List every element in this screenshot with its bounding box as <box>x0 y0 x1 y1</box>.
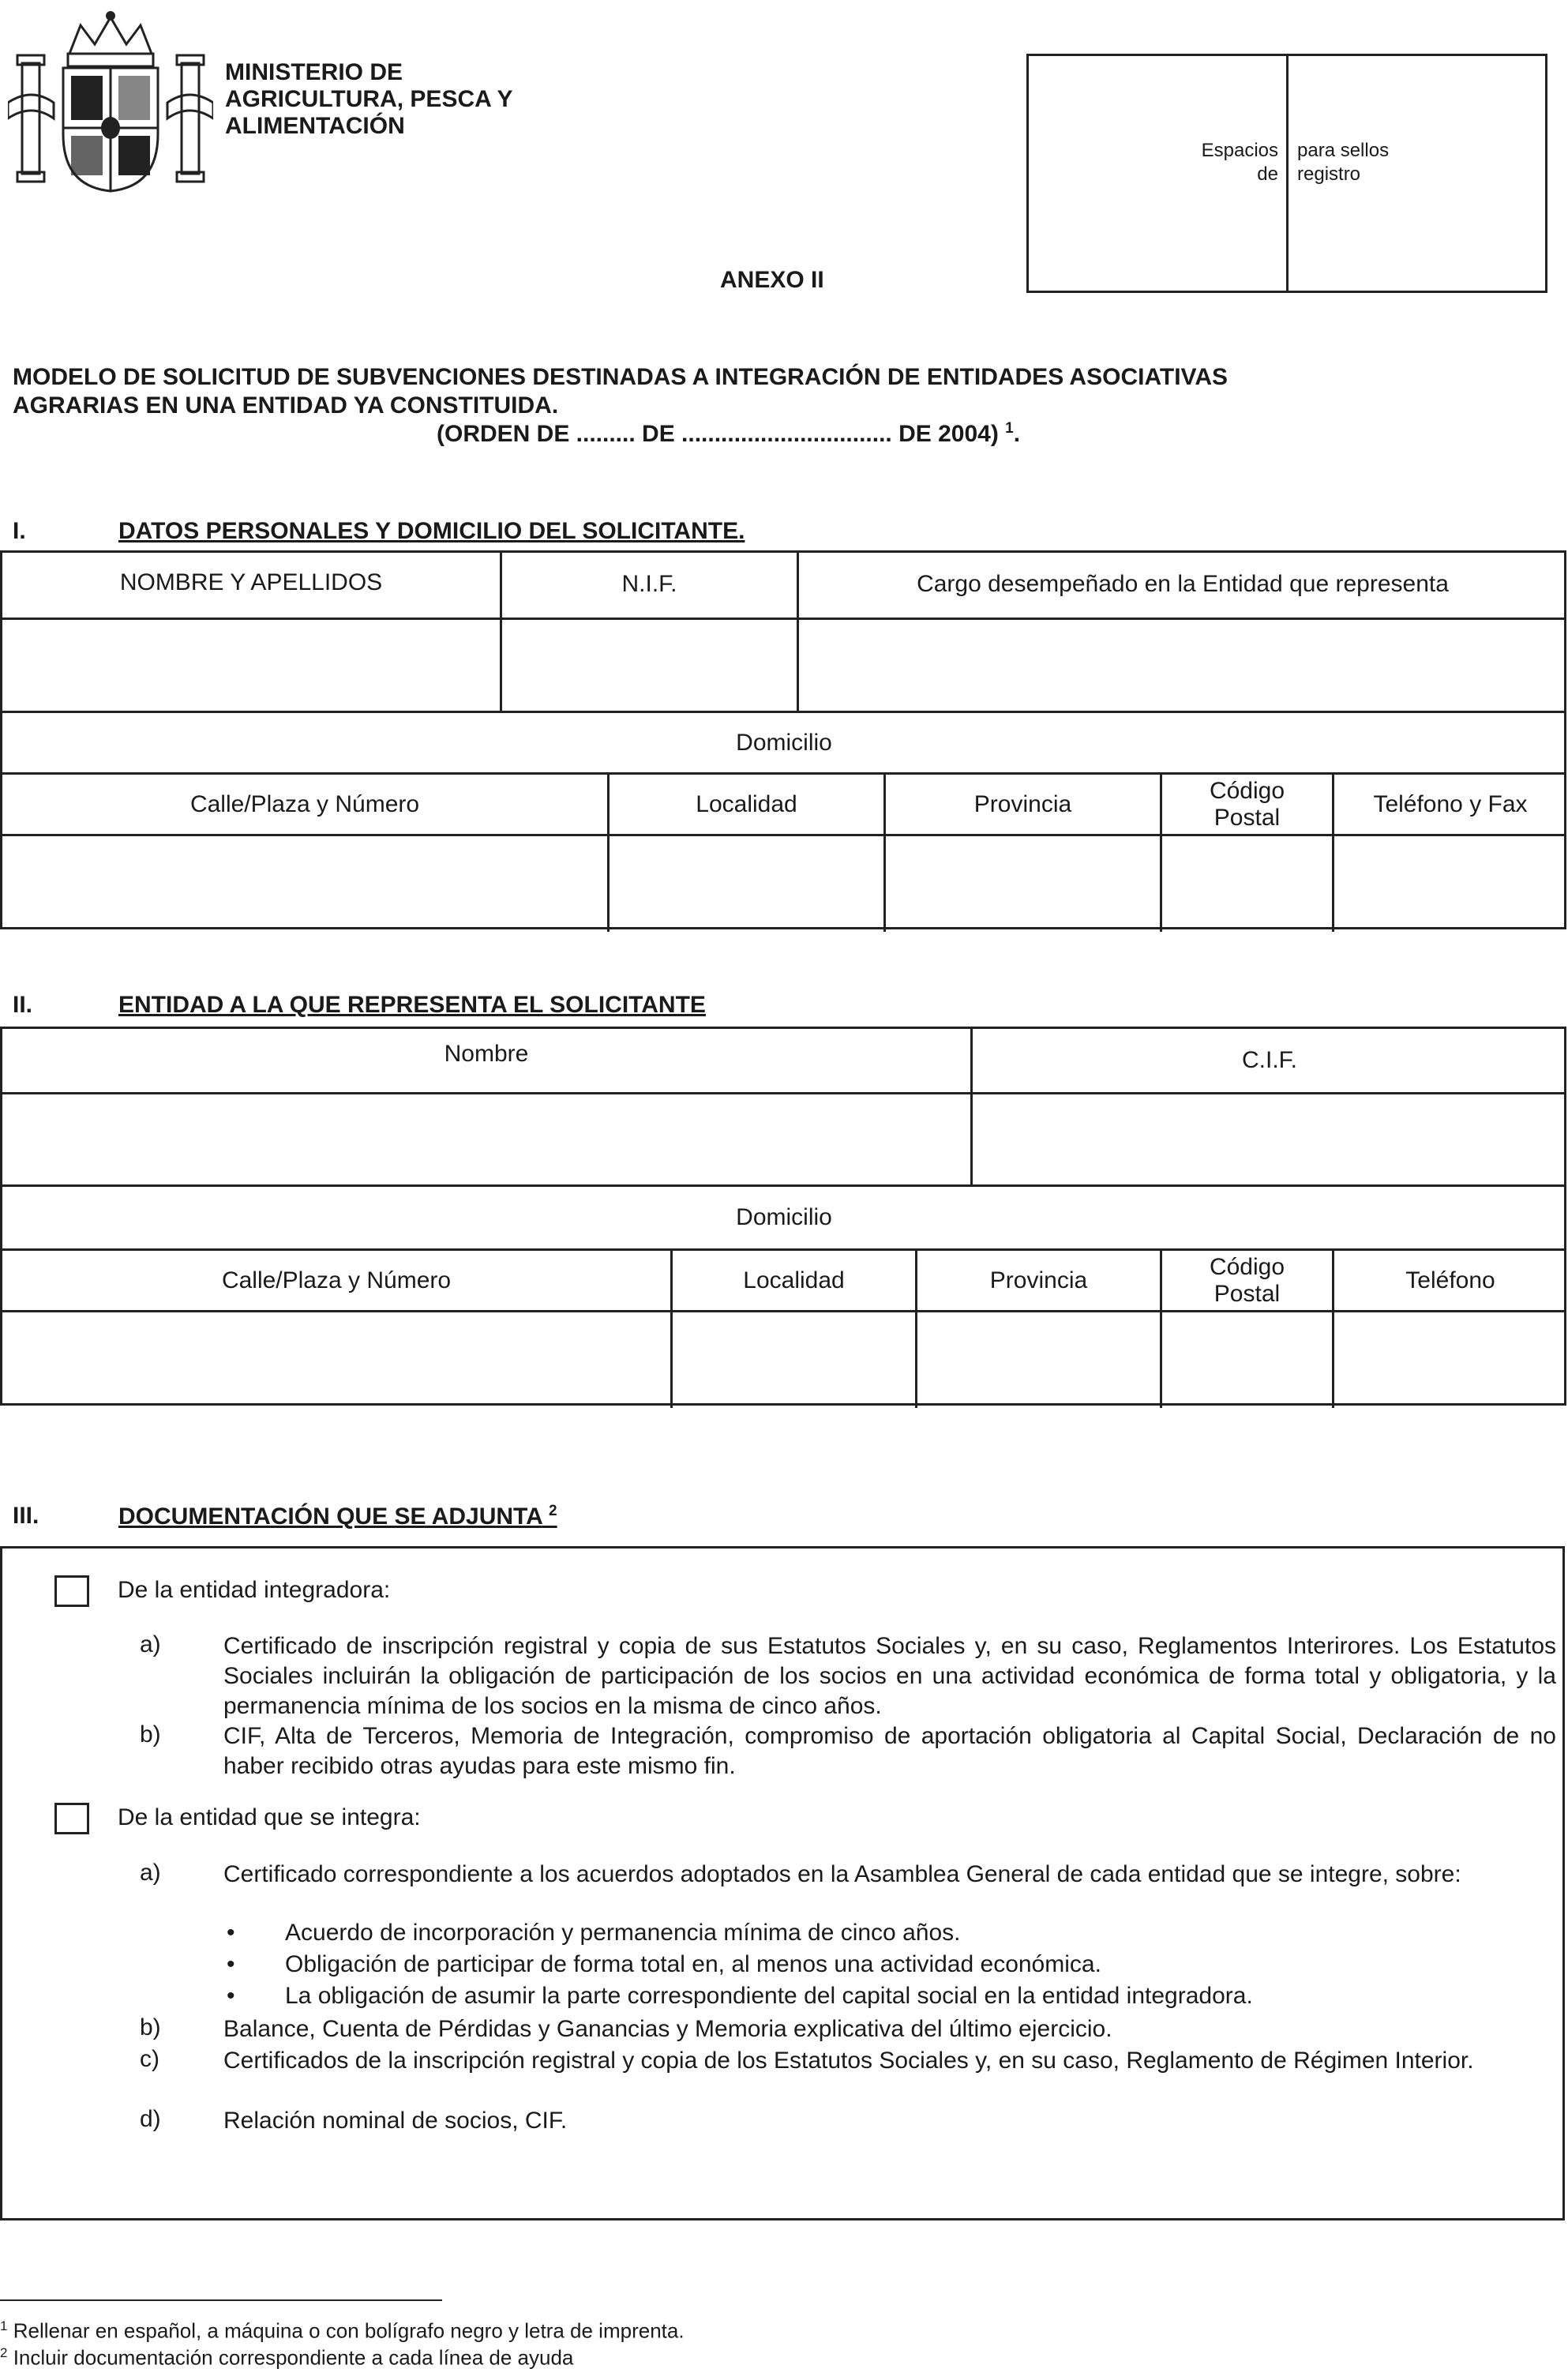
bullet-item <box>227 1951 1490 1981</box>
annex-label: ANEXO II <box>720 267 824 293</box>
item-text: Certificado correspondiente a los acuerdos adoptados en la Asamblea General de cada entidad que se integre, sobre: <box>223 1861 1461 1887</box>
col-telefono: Teléfono <box>1405 1267 1495 1293</box>
order-end: . <box>1013 421 1021 447</box>
bullet-icon: • <box>227 1983 235 2009</box>
footnote-number: 2 <box>0 2345 8 2360</box>
bullet-icon: • <box>227 1951 235 1977</box>
input-cif[interactable] <box>973 1094 1566 1184</box>
col-localidad: Localidad <box>696 790 797 817</box>
footnote-ref: 1 <box>1005 420 1014 437</box>
input-nif[interactable] <box>502 620 797 711</box>
bullet-icon: • <box>227 1920 235 1946</box>
registry-stamp-box <box>1026 54 1547 293</box>
input-calle[interactable] <box>2 836 607 929</box>
stamp-text: para sellos <box>1297 140 1390 161</box>
col-nif: N.I.F. <box>621 571 677 597</box>
section-number: III. <box>13 1503 39 1529</box>
postal-label: Postal <box>1214 1280 1281 1307</box>
entity-table <box>0 1027 1566 1406</box>
stamp-label-left <box>1202 139 1278 186</box>
bullet-text: La obligación de asumir la parte correspondiente del capital social en la entidad integradora. <box>285 1983 1253 2009</box>
item-text: Certificado de inscripción registral y copia de sus Estatutos Sociales y, en su caso, Reglamentos Interirores. Los Estatutos Sociales incluirán la obligación de participación de los socios en una actividad económica de forma total y obligatoria, y la permanencia mínima de los socios en la misma de cinco años. <box>223 1633 1556 1719</box>
section-title: ENTIDAD A LA QUE REPRESENTA EL SOLICITANTE <box>118 992 706 1018</box>
col-codigo-postal <box>1162 775 1332 834</box>
codigo-label: Código <box>1209 1253 1285 1280</box>
checkbox-entidad-integradora[interactable] <box>54 1575 89 1607</box>
input-localidad[interactable] <box>610 836 883 929</box>
item-letter: c) <box>140 2046 159 2072</box>
item-letter: d) <box>140 2106 161 2132</box>
input-codigo-postal[interactable] <box>1162 836 1332 929</box>
item-text: Relación nominal de socios, CIF. <box>223 2108 568 2134</box>
ministry-line: MINISTERIO DE <box>225 59 403 85</box>
item-letter: b) <box>140 2014 161 2040</box>
input-telefono-fax[interactable] <box>1334 836 1566 929</box>
ministry-line: ALIMENTACIÓN <box>225 113 405 139</box>
section-title: DATOS PERSONALES Y DOMICILIO DEL SOLICITANTE. <box>118 518 745 544</box>
section-1-heading <box>13 518 960 550</box>
section-3-heading <box>13 1503 960 1534</box>
col-cif: C.I.F. <box>1241 1047 1297 1073</box>
group-label-integradora: De la entidad integradora: <box>118 1577 391 1603</box>
input-codigo-postal[interactable] <box>1162 1312 1332 1406</box>
bullet-text: Acuerdo de incorporación y permanencia mínima de cinco años. <box>285 1920 961 1946</box>
input-nombre-entidad[interactable] <box>2 1094 970 1184</box>
col-codigo-postal <box>1162 1251 1332 1310</box>
codigo-label: Código <box>1209 777 1285 804</box>
bullet-item <box>227 1920 1490 1950</box>
item-letter: a) <box>140 1860 161 1886</box>
col-provincia: Provincia <box>989 1267 1088 1293</box>
input-calle[interactable] <box>2 1312 670 1406</box>
ministry-name <box>225 59 512 140</box>
item-text: Balance, Cuenta de Pérdidas y Ganancias y Memoria explicativa del último ejercicio. <box>223 2016 1112 2042</box>
footnote-1 <box>0 2318 685 2344</box>
order-reference <box>437 420 1020 448</box>
domicilio-header: Domicilio <box>736 1204 832 1230</box>
footnote-separator <box>0 2299 442 2301</box>
input-provincia[interactable] <box>886 836 1160 929</box>
domicilio-header: Domicilio <box>736 729 832 756</box>
col-nombre-apellidos: NOMBRE Y APELLIDOS <box>119 569 383 595</box>
col-calle: Calle/Plaza y Número <box>189 790 420 817</box>
documentation-box <box>0 1546 1565 2220</box>
input-telefono[interactable] <box>1334 1312 1566 1406</box>
col-nombre-entidad: Nombre <box>444 1041 529 1067</box>
stamp-divider <box>1286 56 1289 291</box>
postal-label: Postal <box>1214 804 1281 831</box>
footnote-text: Incluir documentación correspondiente a cada línea de ayuda <box>13 2345 574 2370</box>
input-localidad[interactable] <box>673 1312 915 1406</box>
group-label-se-integra: De la entidad que se integra: <box>118 1804 421 1830</box>
bullet-item <box>227 1983 1490 2013</box>
footnote-2 <box>0 2345 573 2371</box>
col-localidad: Localidad <box>743 1267 845 1293</box>
ministry-line: AGRICULTURA, PESCA Y <box>225 86 513 112</box>
input-nombre-apellidos[interactable] <box>2 620 500 711</box>
item-text: CIF, Alta de Terceros, Memoria de Integración, compromiso de aportación obligatoria al Capital Social, Declaración de no haber recibido otras ayudas para este mismo fin. <box>223 1723 1556 1779</box>
form-title <box>13 363 1513 420</box>
section-number: II. <box>13 992 33 1018</box>
input-provincia[interactable] <box>917 1312 1160 1406</box>
item-letter: a) <box>140 1631 161 1657</box>
input-cargo[interactable] <box>799 620 1566 711</box>
footnote-number: 1 <box>0 2318 8 2333</box>
stamp-text: registro <box>1297 163 1361 185</box>
checkbox-entidad-que-se-integra[interactable] <box>54 1803 89 1834</box>
item-letter: b) <box>140 1721 161 1747</box>
col-cargo: Cargo desempeñado en la Entidad que representa <box>917 571 1449 597</box>
col-calle: Calle/Plaza y Número <box>221 1267 452 1293</box>
col-provincia: Provincia <box>973 790 1072 817</box>
stamp-text: Espacios <box>1201 140 1278 161</box>
order-text: (ORDEN DE ......... DE ................................ DE 2004) <box>437 421 999 447</box>
section-2-heading <box>13 992 960 1023</box>
col-telefono-fax: Teléfono y Fax <box>1373 790 1528 817</box>
bullet-text: Obligación de participar de forma total en, al menos una actividad económica. <box>285 1951 1101 1977</box>
section-title <box>118 1503 557 1530</box>
stamp-label-right <box>1297 139 1389 186</box>
footnote-text: Rellenar en español, a máquina o con bolígrafo negro y letra de imprenta. <box>13 2318 685 2343</box>
title-line-1: MODELO DE SOLICITUD DE SUBVENCIONES DESTINADAS A INTEGRACIÓN DE ENTIDADES ASOCIATIVAS <box>13 364 1228 390</box>
section-number: I. <box>13 518 26 544</box>
title-line-2: AGRARIAS EN UNA ENTIDAD YA CONSTITUIDA. <box>13 392 559 419</box>
stamp-text: de <box>1257 163 1278 185</box>
item-text: Certificados de la inscripción registral y copia de los Estatutos Sociales y, en su caso, Reglamento de Régimen Interior. <box>223 2048 1474 2074</box>
section-title-text: DOCUMENTACIÓN QUE SE ADJUNTA <box>118 1503 542 1530</box>
applicant-table <box>0 550 1566 929</box>
coat-of-arms-logo <box>8 8 213 197</box>
footnote-ref: 2 <box>549 1503 557 1519</box>
